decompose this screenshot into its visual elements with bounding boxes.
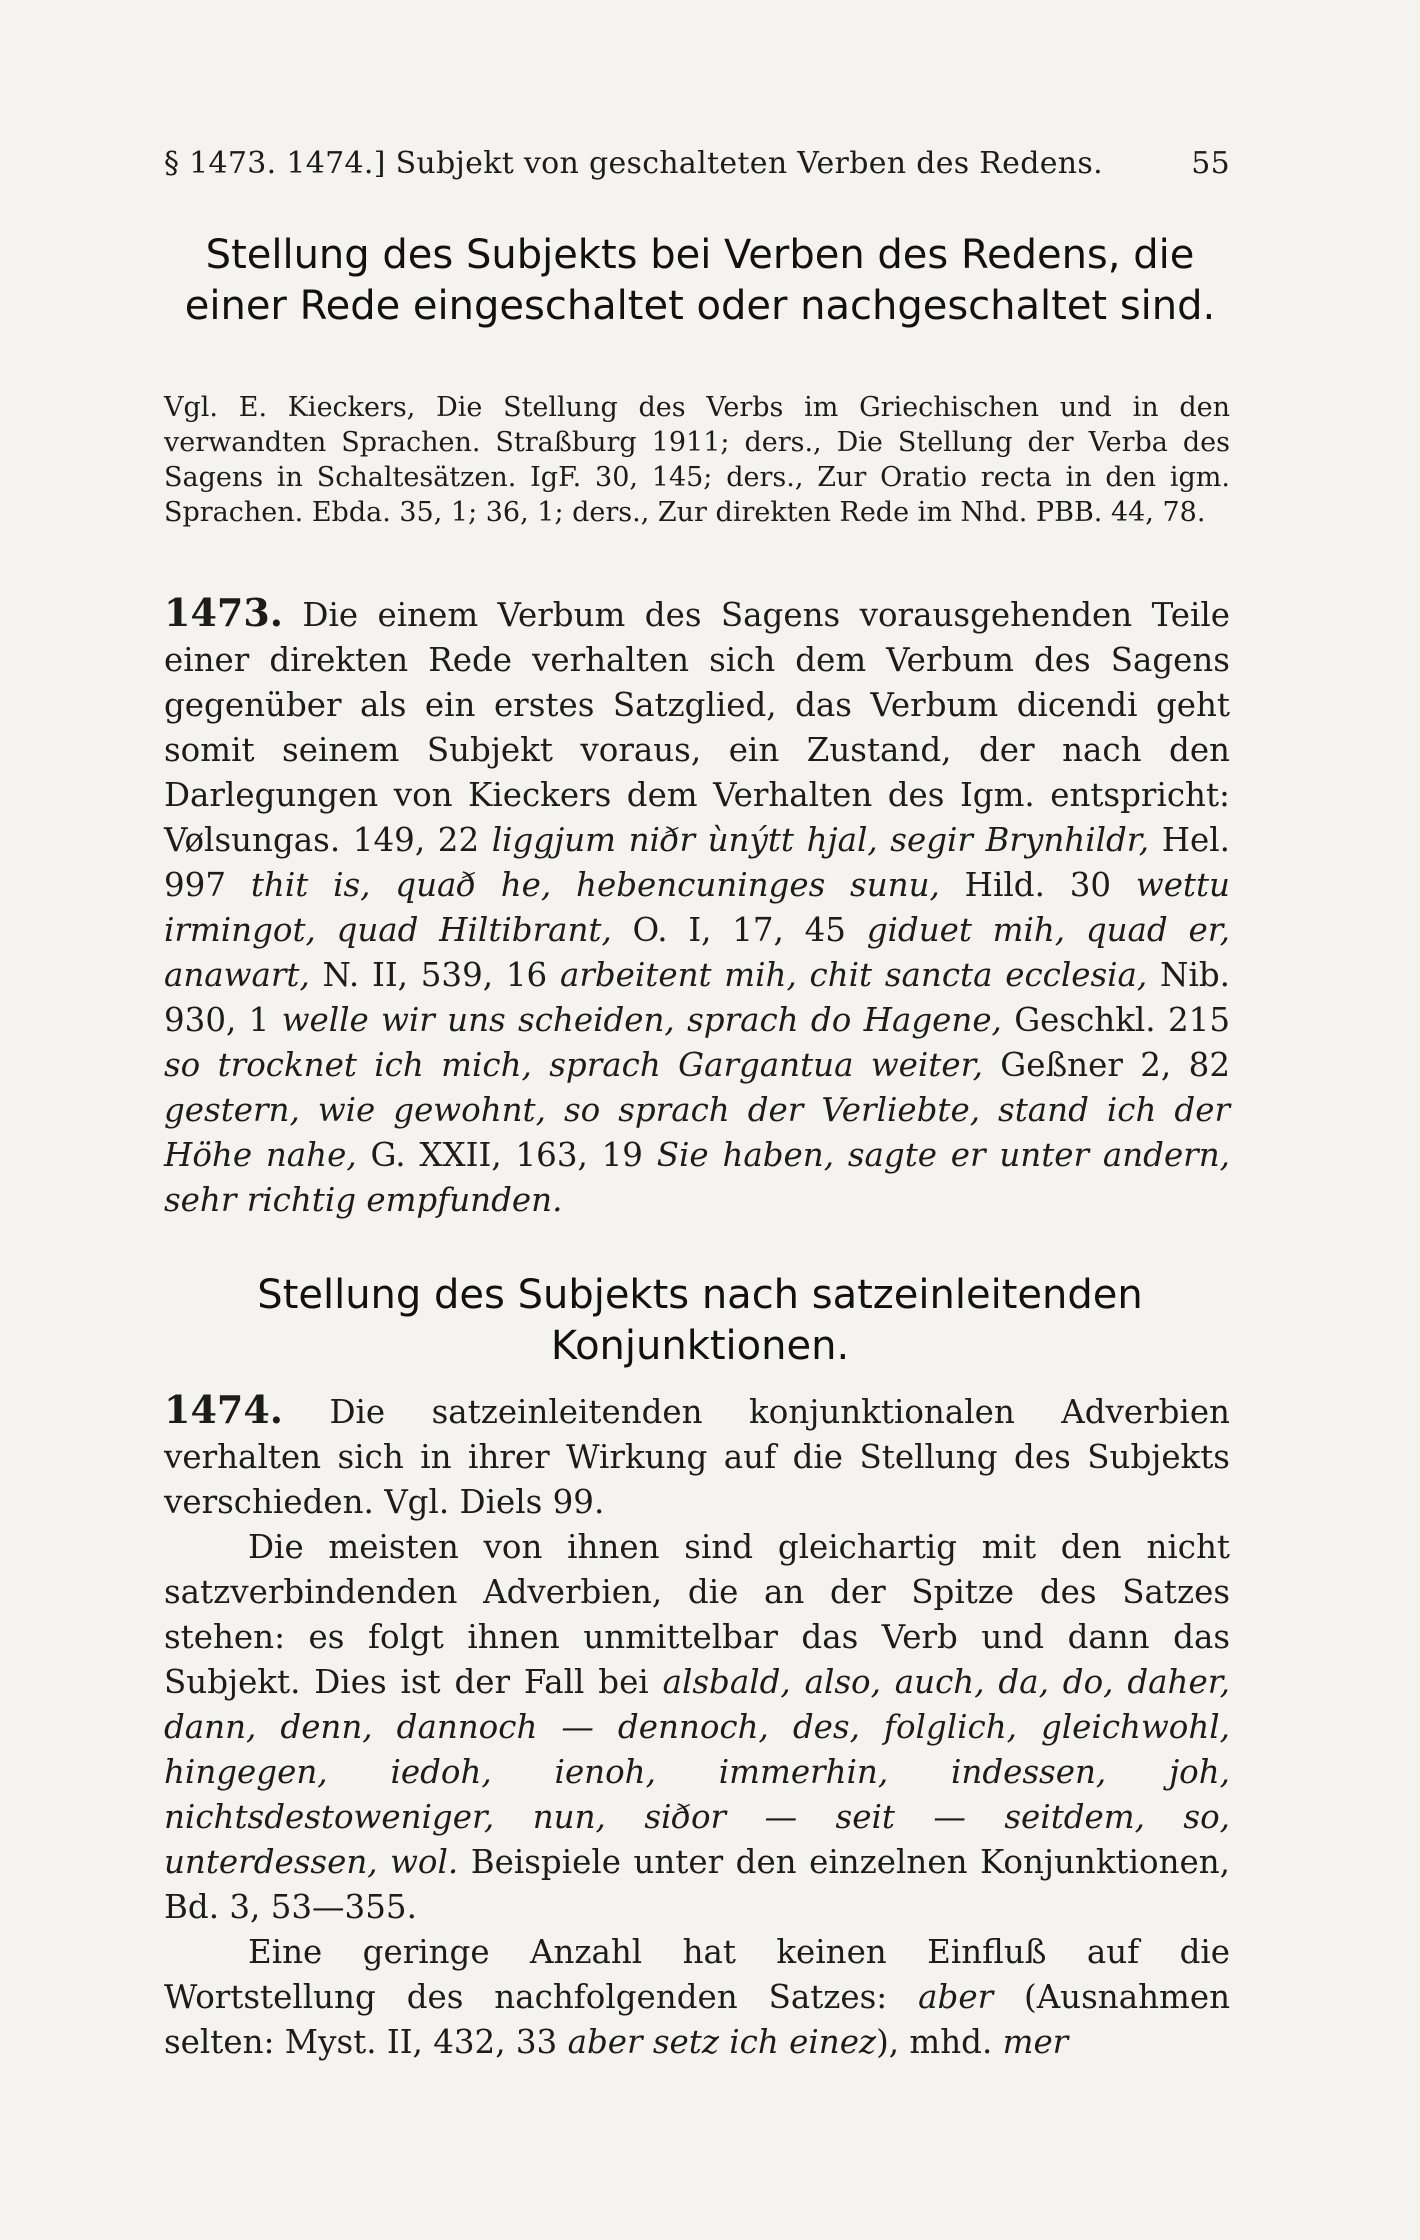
example-text: giduet mih, quad er, anawart,: [164, 911, 1230, 994]
example-word: mer: [1002, 2023, 1069, 2061]
body-text: Die meisten von ihnen sind gleichartig mit den nicht satzverbindenden Adverbien, die an der Spitze des Satzes stehen: es folgt ihnen unmittelbar das Verb und dann das Subjekt. Dies ist der Fall bei: [164, 1528, 1230, 1701]
example-text: wettu irmingot, quad Hiltibrant,: [164, 866, 1230, 949]
source-ref: G. XXII, 163, 19: [356, 1136, 657, 1174]
paragraph-1473: [164, 590, 1230, 1223]
example-text: so trocknet ich mich, sprach Gargantua weiter,: [164, 1046, 983, 1084]
body-text: Beispiele unter den einzelnen Konjunktionen, Bd. 3, 53—355.: [164, 1843, 1230, 1926]
example-word: aber: [918, 1978, 994, 2016]
paragraph-1474-2: [164, 1525, 1230, 1930]
running-head-title: § 1473. 1474.] Subjekt von geschalteten Verben des Redens.: [164, 146, 1103, 181]
literature-reference: Vgl. E. Kieckers, Die Stellung des Verbs im Griechischen und in den verwandten Sprachen. Straßburg 1911; ders., Die Stellung der Verba des Sagens in Schaltesätzen. IgF. 30, 145; ders., Zur Oratio recta in den igm. Sprachen. Ebda. 35, 1; 36, 1; ders., Zur direkten Rede im Nhd. PBB. 44, 78.: [164, 392, 1230, 528]
paragraph-1474-1: [164, 1387, 1230, 1525]
source-ref: O. I, 17, 45: [611, 911, 867, 949]
paragraph-1474-3: [164, 1930, 1230, 2065]
example-text: gestern, wie gewohnt, so sprach der Verliebte, stand ich der Höhe nahe,: [164, 1091, 1230, 1174]
source-ref: Hild. 30: [939, 866, 1136, 904]
example-text: aber setz ich einez: [567, 2023, 877, 2061]
body-text: Eine geringe Anzahl hat keinen Einfluß auf die Wortstellung des nachfolgenden Satzes:: [164, 1933, 1230, 2016]
text-1474-intro: Die satzeinleitenden konjunktionalen Adverbien verhalten sich in ihrer Wirkung auf die Stellung des Subjekts verschieden. Vgl. Diels 99.: [164, 1393, 1230, 1521]
paragraph-1474: [164, 1387, 1230, 2065]
section-heading-conjunctions: Stellung des Subjekts nach satzeinleitenden Konjunktionen.: [257, 1272, 1143, 1369]
running-head: [164, 146, 1230, 181]
example-text: Sie haben, sagte er unter andern, sehr richtig empfunden.: [164, 1136, 1230, 1219]
source-ref: Geschkl. 215: [1001, 1001, 1230, 1039]
page-number: 55: [1191, 146, 1230, 181]
source-ref: Hel. 997: [164, 821, 1230, 904]
body-text: ), mhd.: [876, 2023, 1003, 2061]
conjunction-list: alsbald, also, auch, da, do, daher, dann, denn, dannoch — dennoch, des, folglich, gleichwohl, hingegen, iedoh, ienoh, immerhin, indessen, joh, nichtsdestoweniger, nun, siðor — seit — seitdem, so, unterdessen, wol.: [164, 1663, 1230, 1881]
source-ref: N. II, 539, 16: [309, 956, 560, 994]
source-ref: Geßner 2, 82: [982, 1046, 1230, 1084]
source-ref: Nib. 930, 1: [164, 956, 1230, 1039]
section-heading-verbs-of-speaking: Stellung des Subjekts bei Verben des Redens, die einer Rede eingeschaltet oder nachgeschaltet sind.: [184, 232, 1216, 329]
example-text: arbeitent mih, chit sancta ecclesia,: [559, 956, 1148, 994]
section-number-1474: 1474.: [164, 1387, 283, 1432]
example-text: thit is, quað he, hebencuninges sunu,: [250, 866, 940, 904]
body-text: (Ausnahmen selten: Myst. II, 432, 33: [164, 1978, 1231, 2061]
example-text: welle wir uns scheiden, sprach do Hagene,: [281, 1001, 1002, 1039]
example-text: liggjum niðr ùnýtt hjal, segir Brynhildr,: [491, 821, 1150, 859]
section-number-1473: 1473.: [164, 590, 283, 635]
text-1473-intro: Die einem Verbum des Sagens vorausgehenden Teile einer direkten Rede verhalten sich dem Verbum des Sagens gegenüber als ein erstes Satzglied, das Verbum dicendi geht somit seinem Subjekt voraus, ein Zustand, der nach den Darlegungen von Kieckers dem Verhalten des Igm. entspricht: Vølsungas. 149, 22: [164, 596, 1230, 859]
